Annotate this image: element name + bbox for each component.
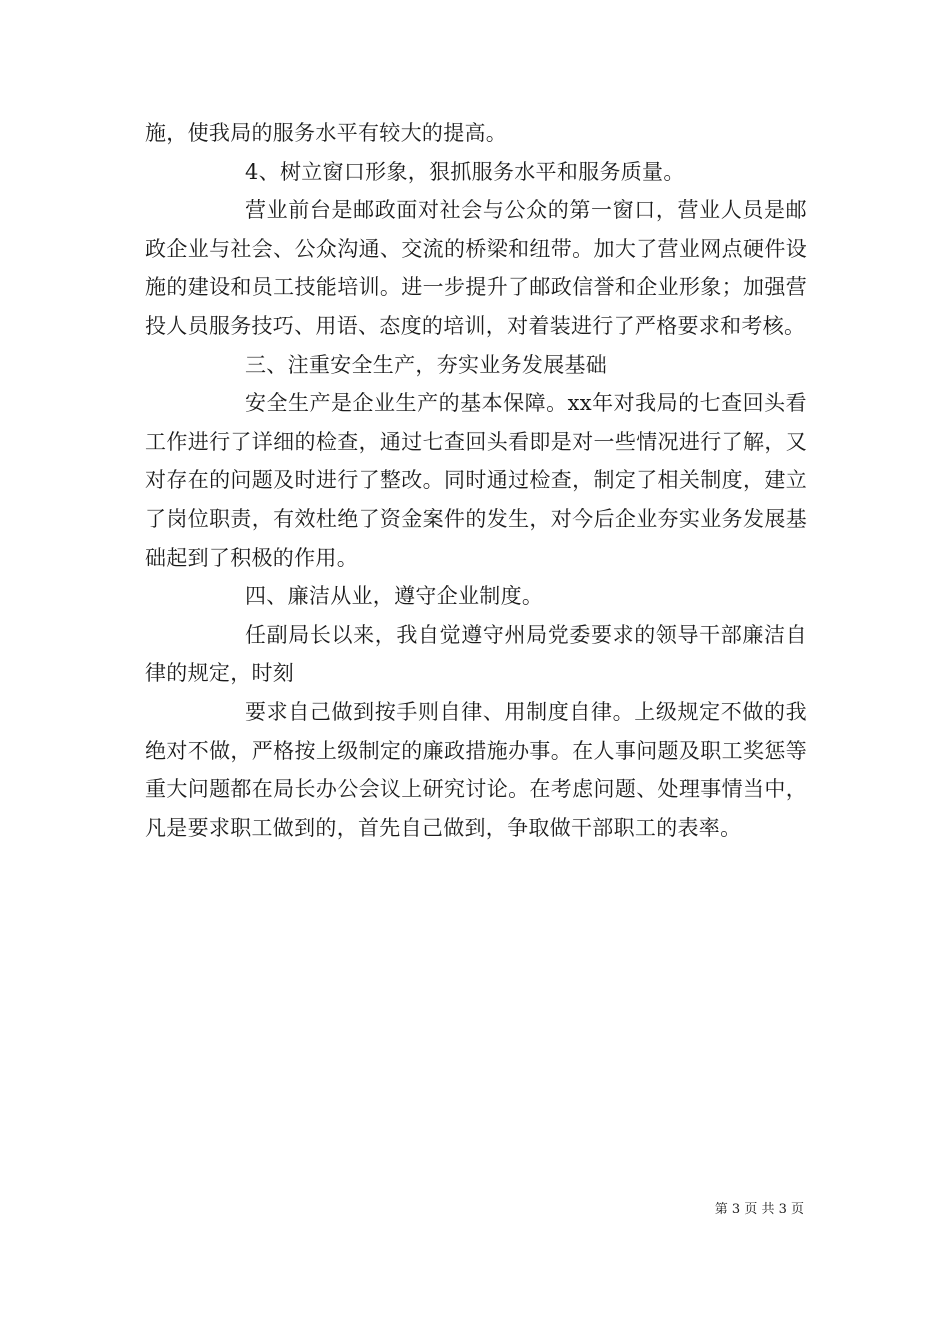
section-heading-safety: 三、注重安全生产，夯实业务发展基础: [245, 352, 608, 377]
paragraph-safety: 安全生产是企业生产的基本保障。xx年对我局的七查回头看工作进行了详细的检查，通过七查回头看即是对一些情况进行了解，又对存在的问题及时进行了整改。同时通过检查，制定了相关制度，建立了岗位职责，有效杜绝了资金案件的发生，对今后企业夯实业务发展基础起到了积极的作用。: [145, 391, 807, 570]
paragraph-front-desk: 营业前台是邮政面对社会与公众的第一窗口，营业人员是邮政企业与社会、公众沟通、交流的桥梁和纽带。加大了营业网点硬件设施的建设和员工技能培训。进一步提升了邮政信誉和企业形象；加强营投人员服务技巧、用语、态度的培训，对着装进行了严格要求和考核。: [145, 198, 807, 338]
section-heading-integrity: 四、廉洁从业，遵守企业制度。: [245, 584, 544, 609]
page-number-footer: 第 3 页 共 3 页: [714, 1202, 804, 1217]
paragraph-integrity-start: 任副局长以来，我自觉遵守州局党委要求的领导干部廉洁自律的规定，时刻: [145, 622, 807, 686]
document-body: [145, 114, 807, 847]
paragraph-continuation: 施，使我局的服务水平有较大的提高。: [145, 121, 508, 145]
paragraph-integrity-rules: 要求自己做到按手则自律、用制度自律。上级规定不做的我绝对不做，严格按上级制定的廉政措施办事。在人事问题及职工奖惩等重大问题都在局长办公会议上研究讨论。在考虑问题、处理事情当中，凡是要求职工做到的，首先自己做到，争取做干部职工的表率。: [145, 699, 807, 840]
subheading-window-image: 4、树立窗口形象，狠抓服务水平和服务质量。: [245, 159, 685, 184]
